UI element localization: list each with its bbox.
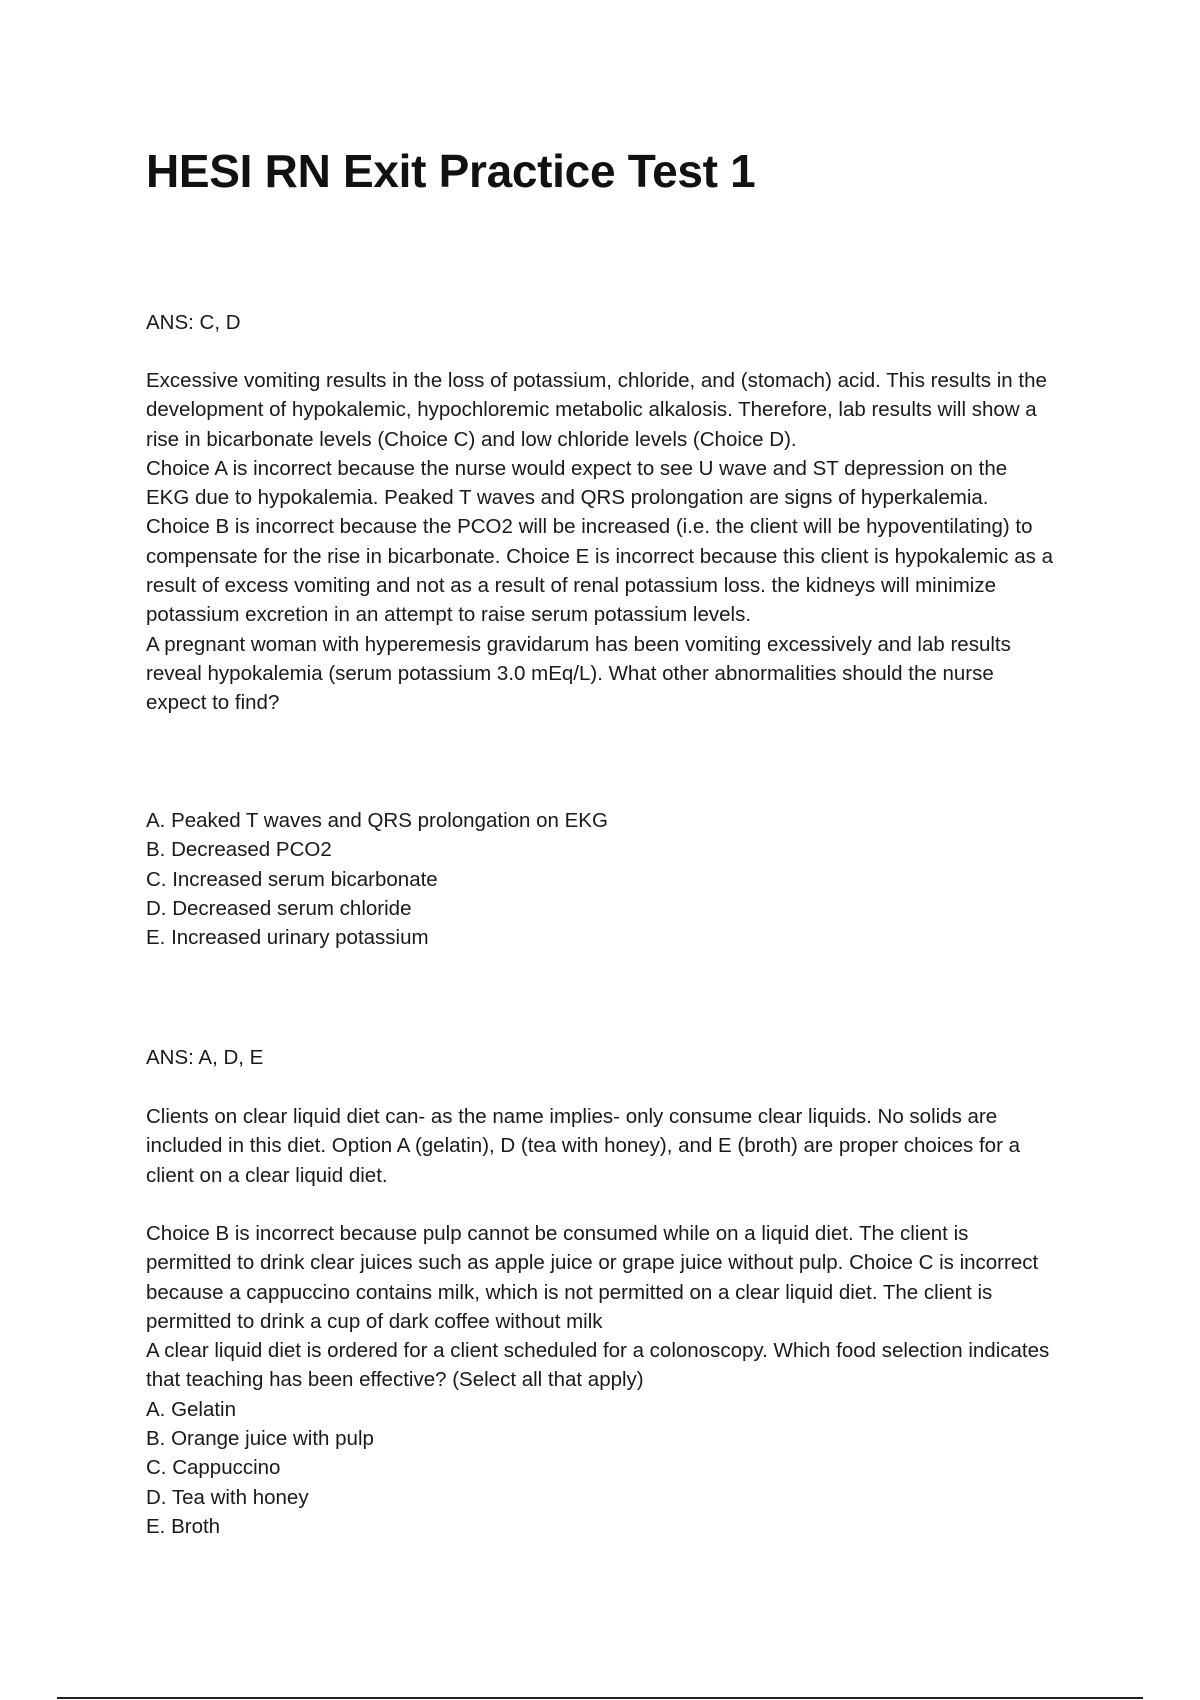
rationale-paragraph: Clients on clear liquid diet can- as the name implies- only consume clear liquids. No solids are included in this diet. Option A (gelatin), D (tea with honey), and E (broth) are proper choices for a client on a clear liquid diet. (146, 1105, 1020, 1187)
document-title: HESI RN Exit Practice Test 1 (146, 145, 756, 197)
option-e: E. Increased urinary potassium (146, 926, 429, 950)
rationale-paragraph: Choice A is incorrect because the nurse would expect to see U wave and ST depression on the EKG due to hypokalemia. Peaked T waves and QRS prolongation are signs of hyperkalemia. Choice B is incorrect because the PCO2 will be increased (i.e. the client will be hypoventilating) to compensate for the rise in bicarbonate. Choice E is incorrect because this client is hypokalemic as a result of excess vomiting and not as a result of renal potassium loss. the kidneys will minimize potassium excretion in an attempt to raise serum potassium levels. (146, 456, 1054, 627)
option-d: D. Decreased serum chloride (146, 896, 412, 920)
page-bottom-rule (57, 1697, 1143, 1699)
rationale-paragraph: Choice B is incorrect because pulp cannot be consumed while on a liquid diet. The client is permitted to drink clear juices such as apple juice or grape juice without pulp. Choice C is incorrect because a cappuccino contains milk, which is not permitted on a clear liquid diet. The client is permitted to drink a cup of dark coffee without milk (146, 1222, 1039, 1333)
question-2-options (146, 1395, 1056, 1541)
option-b: B. Orange juice with pulp (146, 1427, 374, 1451)
option-c: C. Cappuccino (146, 1456, 281, 1480)
question-2-answer-key (146, 1043, 1056, 1072)
question-1-options (146, 806, 1056, 952)
question-stem: A pregnant woman with hyperemesis gravidarum has been vomiting excessively and lab results reveal hypokalemia (serum potassium 3.0 mEq/L). What other abnormalities should the nurse expect to find? (146, 632, 1011, 715)
option-e: E. Broth (146, 1514, 221, 1538)
answer-label: ANS: A, D, E (146, 1046, 264, 1069)
question-2-rationale-intro (146, 1102, 1056, 1190)
rationale-paragraph: Excessive vomiting results in the loss of potassium, chloride, and (stomach) acid. This results in the development of hypokalemic, hypochloremic metabolic alkalosis. Therefore, lab results will show a rise in bicarbonate levels (Choice C) and low chloride levels (Choice D). (146, 369, 1047, 451)
option-b: B. Decreased PCO2 (146, 838, 332, 862)
question-stem: A clear liquid diet is ordered for a client scheduled for a colonoscopy. Which food selection indicates that teaching has been effective? (Select all that apply) (146, 1339, 1050, 1392)
answer-label: ANS: C, D (146, 311, 241, 334)
question-2-rationale (146, 1219, 1056, 1541)
option-a: A. Peaked T waves and QRS prolongation on EKG (146, 809, 608, 832)
option-c: C. Increased serum bicarbonate (146, 867, 438, 891)
question-1-rationale (146, 366, 1056, 718)
option-d: D. Tea with honey (146, 1485, 309, 1509)
question-1-answer-key (146, 308, 1056, 337)
option-a: A. Gelatin (146, 1397, 237, 1421)
